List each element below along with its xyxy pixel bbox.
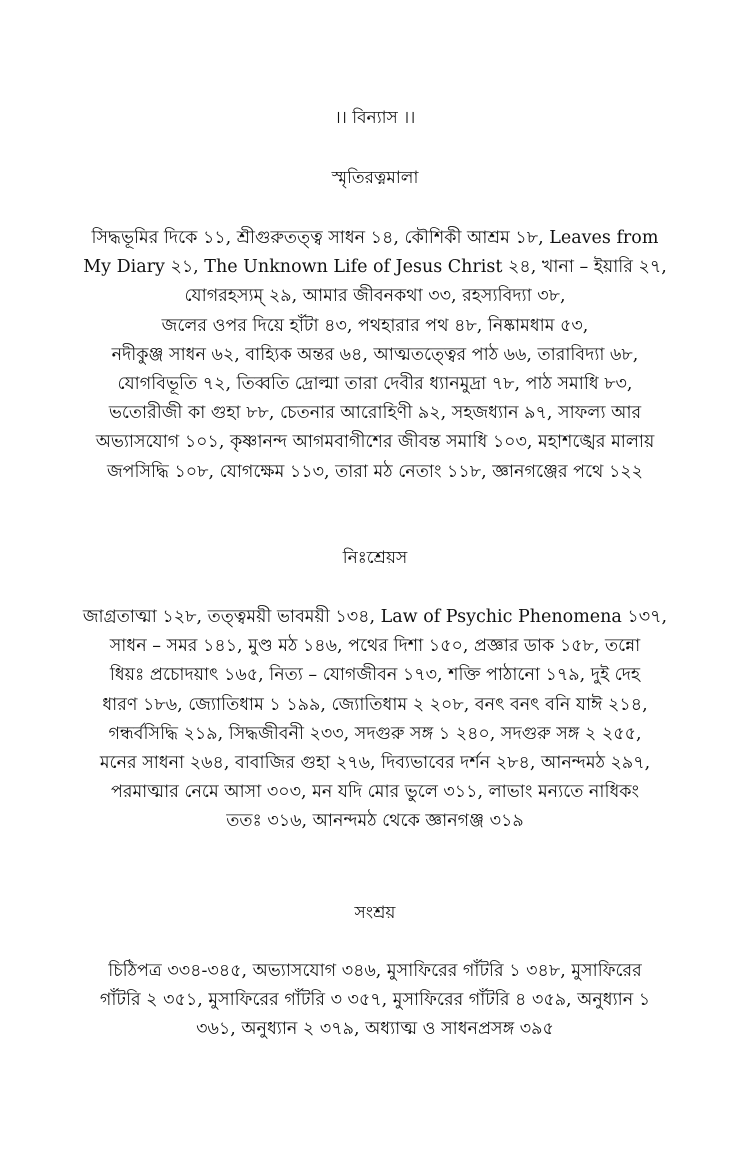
content-line: ভতোরীজী কা গুহা ৮৮, চেতনার আরোহিণী ৯২, সহজধ্যান ৯৭, সাফল্য আর xyxy=(108,403,642,424)
section-body-nihshreyas xyxy=(60,603,690,837)
content-line: জপসিদ্ধি ১০৮, যোগক্ষেম ১১৩, তারা মঠ নেতাং ১১৮, জ্ঞানগঞ্জের পথে ১২২ xyxy=(106,461,644,482)
content-line: ধিয়ঃ প্রচোদয়াৎ ১৬৫, নিত্য – যোগজীবন ১৭৩, শক্তি পাঠানো ১৭৯, দুই দেহ xyxy=(109,665,641,686)
page-heading: ।। বিন্যাস ।। xyxy=(334,108,416,128)
content-line: ৩৬১, অনুধ্যান ২ ৩৭৯, অধ্যাত্ম ও সাধনপ্রসঙ্গ ৩৯৫ xyxy=(196,1019,554,1040)
content-line: সাধন – সমর ১৪১, মুণ্ড মঠ ১৪৬, পথের দিশা ১৫০, প্রজ্ঞার ডাক ১৫৮, তন্নো xyxy=(109,636,641,657)
content-line: অভ্যাসযোগ ১০১, কৃষ্ণানন্দ আগমবাগীশের জীবন্ত সমাধি ১০৩, মহাশঙ্খের মালায় xyxy=(95,432,655,453)
content-line: গাঁটরি ২ ৩৫১, মুসাফিরের গাঁটরি ৩ ৩৫৭, মুসাফিরের গাঁটরি ৪ ৩৫৯, অনুধ্যান ১ xyxy=(99,990,651,1011)
content-line: চিঠিপত্র ৩৩৪-৩৪৫, অভ্যাসযোগ ৩৪৬, মুসাফিরের গাঁটরি ১ ৩৪৮, মুসাফিরের xyxy=(108,961,642,981)
content-line: গন্ধর্বসিদ্ধি ২১৯, সিদ্ধজীবনী ২৩৩, সদগুরু সঙ্গ ১ ২৪০, সদগুরু সঙ্গ ২ ২৫৫, xyxy=(108,723,642,744)
content-line: My Diary ২১, The Unknown Life of Jesus Christ ২৪, খানা – ইয়ারি ২৭, xyxy=(83,257,667,278)
section-title-smritiratnamala: স্মৃতিরত্নমালা xyxy=(331,168,419,188)
content-line: যোগবিভূতি ৭২, তিব্বতি দ্রোল্মা তারা দেবীর ধ্যানমুদ্রা ৭৮, পাঠ সমাধি ৮৩, xyxy=(117,374,633,395)
content-line: জাগ্রতাত্মা ১২৮, তত্ত্বময়ী ভাবময়ী ১৩৪, Law of Psychic Phenomena ১৩৭, xyxy=(82,607,668,627)
section-title-nihshreyas: নিঃশ্রেয়স xyxy=(342,548,408,568)
content-line: ধারণ ১৮৬, জ্যোতিধাম ১ ১৯৯, জ্যোতিধাম ২ ২০৮, বনৎ বনৎ বনি যাঈ ২১৪, xyxy=(102,694,648,715)
section-body-sanshray xyxy=(60,957,690,1045)
content-line: যোগরহস্যম্ ২৯, আমার জীবনকথা ৩৩, রহস্যবিদ্যা ৩৮, xyxy=(184,286,566,307)
section-title-sanshray: সংশ্রয় xyxy=(354,903,396,923)
content-line: জলের ওপর দিয়ে হাঁটা ৪৩, পথহারার পথ ৪৮, নিষ্কামধাম ৫৩, xyxy=(161,315,589,336)
content-line: সিদ্ধভূমির দিকে ১১, শ্রীগুরুতত্ত্ব সাধন ১৪, কৌশিকী আশ্রম ১৮, Leaves from xyxy=(91,228,659,248)
section-body-smritiratnamala xyxy=(60,224,690,487)
content-line: ততঃ ৩১৬, আনন্দমঠ থেকে জ্ঞানগঞ্জ ৩১৯ xyxy=(226,811,524,832)
content-line: মনের সাধনা ২৬৪, বাবাজির গুহা ২৭৬, দিব্যভাবের দর্শন ২৮৪, আনন্দমঠ ২৯৭, xyxy=(99,753,651,774)
content-line: পরমাত্মার নেমে আসা ৩০৩, মন যদি মোর ভুলে ৩১১, লাভাং মন্যতে নাধিকং xyxy=(110,782,640,803)
content-line: নদীকুঞ্জ সাধন ৬২, বাহ্যিক অন্তর ৬৪, আত্মতত্ত্বের পাঠ ৬৬, তারাবিদ্যা ৬৮, xyxy=(111,344,639,365)
